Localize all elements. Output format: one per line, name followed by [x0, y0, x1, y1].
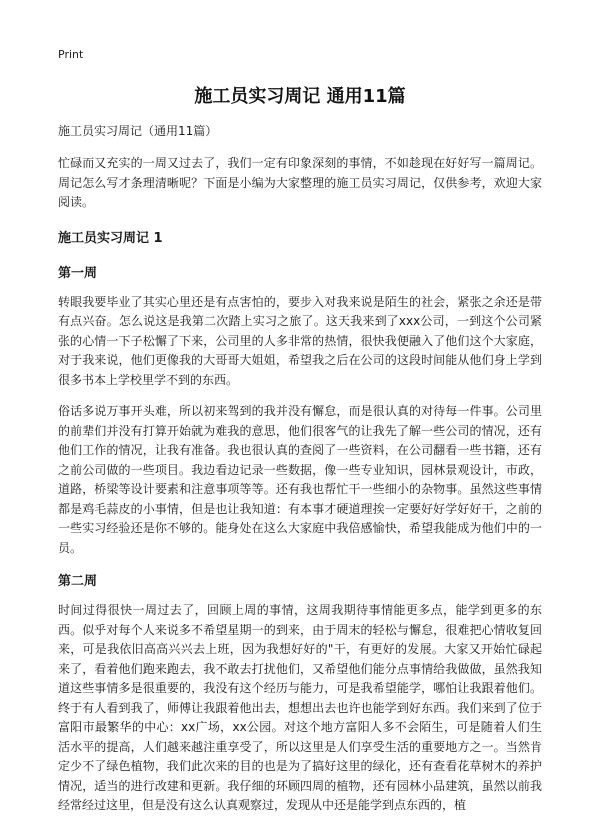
week-2-title: 第二周	[58, 574, 98, 589]
week-2-paragraph-1: 时间过得很快一周过去了，回顾上周的事情，这周我期待事情能更多点，能学到更多的东西。似乎对每个人来说多不希望星期一的到来，由于周末的轻松与懈怠，很难把心情收复回来，可是我依旧高高兴兴去上班，因为我想好好的"干，有更好的发展。大家又开始忙碌起来了，看着他们跑来跑去，我不敢去打扰他们，又希望他们能分点事情给我做做，虽然我知道这些事情多是很重要的，我没有这个经历与能力，可是我希望能学，哪怕让我跟着他们。终于有人看到我了，师傅让我跟着他出去，想想出去也许也能学到好东西。我们来到了位于富阳市最繁华的中心：xx广场，xx公园。对这个地方富阳人多不会陌生，可是随着人们生活水平的提高，人们越来越注重享受了，所以这里是人们享受生活的重要地方之一。当然肯定少不了绿色植物，我们此次来的目的也是为了搞好这里的绿化，还有查看花草树木的养护情况，适当的进行改建和更新。我仔细的环顾四周的植物，还有园林小品建筑，虽然以前我经常经过这里，但是没有这么认真观察过，发现从中还是能学到点东西的，植	[58, 603, 542, 812]
document-subtitle: 施工员实习周记（通用11篇）	[58, 124, 218, 138]
week-1-paragraph-1: 转眼我要毕业了其实心里还是有点害怕的，要步入对我来说是陌生的社会，紧张之余还是带有点兴奋。怎么说这是我第二次踏上实习之旅了。这天我来到了xxx公司，一到这个公司紧张的心情一下子松懈了下来，公司里的人多非常的热情，很快我便融入了他们这个大家庭，对于我来说，他们更像我的大哥哥大姐姐，希望我之后在公司的这段时间能从他们身上学到很多书本上学校里学不到的东西。	[58, 294, 542, 387]
section-title: 施工员实习周记 1	[58, 230, 163, 246]
print-label: Print	[58, 48, 84, 61]
week-1-title: 第一周	[58, 265, 98, 281]
document-title: 施工员实习周记 通用11篇	[194, 86, 406, 107]
document-body	[58, 122, 542, 828]
intro-paragraph: 忙碌而又充实的一周又过去了，我们一定有印象深刻的事情，不如趁现在好好写一篇周记。周记怎么写才条理清晰呢？下面是小编为大家整理的施工员实习周记，仅供参考，欢迎大家阅读。	[58, 156, 542, 209]
week-1-paragraph-2: 俗话多说万事开头难，所以初来驾到的我并没有懈怠，而是很认真的对待每一件事。公司里的前辈们并没有打算开始就为难我的意思，他们很客气的让我先了解一些公司的情况，还有他们工作的情况，让我有准备。我也很认真的查阅了一些资料，在公司翻看一些书籍，还有之前公司做的一些项目。我边看边记录一些数据，像一些专业知识，园林景观设计，市政，道路，桥梁等设计要素和注意事项等等。还有我也帮忙干一些细小的杂物事。虽然这些事情都是鸡毛蒜皮的小事情，但是也让我知道：有本事才硬道理挨一定要好好学好好干，之前的一些实习经验还是你不够的。能身处在这么大家庭中我倍感愉快，希望我能成为他们中的一员。	[58, 404, 542, 555]
